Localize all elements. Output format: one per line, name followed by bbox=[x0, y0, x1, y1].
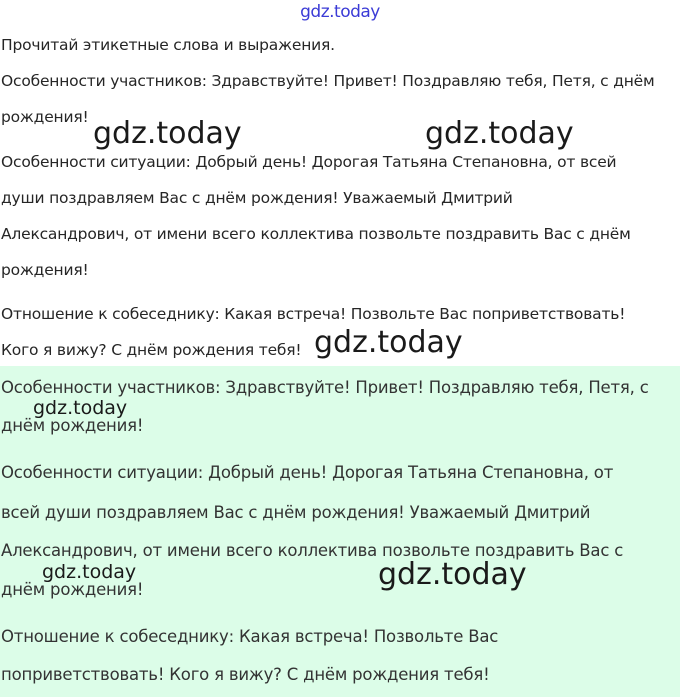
watermark: gdz.today bbox=[378, 557, 527, 592]
watermark: gdz.today bbox=[425, 116, 574, 151]
task-line: Отношение к собеседнику: Какая встреча! Позвольте Вас поприветствовать! bbox=[1, 305, 626, 323]
answer-line: поприветствовать! Кого я вижу? С днём рождения тебя! bbox=[1, 665, 490, 684]
answer-line: Александрович, от имени всего коллектива позвольте поздравить Вас с bbox=[1, 541, 624, 560]
watermark: gdz.today bbox=[33, 397, 128, 419]
answer-line: всей души поздравляем Вас с днём рождения! Уважаемый Дмитрий bbox=[1, 503, 591, 522]
answer-line: Особенности участников: Здравствуйте! Привет! Поздравляю тебя, Петя, с bbox=[1, 378, 649, 397]
task-line: души поздравляем Вас с днём рождения! Уважаемый Дмитрий bbox=[1, 189, 513, 207]
task-line: Особенности ситуации: Добрый день! Дорогая Татьяна Степановна, от всей bbox=[1, 153, 617, 171]
answer-line: Особенности ситуации: Добрый день! Дорогая Татьяна Степановна, от bbox=[1, 463, 614, 482]
task-line: Александрович, от имени всего коллектива позвольте поздравить Вас с днём bbox=[1, 225, 631, 243]
top-watermark: gdz.today bbox=[300, 2, 380, 22]
task-title: Прочитай этикетные слова и выражения. bbox=[1, 36, 335, 54]
answer-line: днём рождения! bbox=[1, 580, 144, 599]
answer-line: днём рождения! bbox=[1, 416, 144, 435]
task-line: Особенности участников: Здравствуйте! Привет! Поздравляю тебя, Петя, с днём bbox=[1, 72, 655, 90]
watermark: gdz.today bbox=[93, 116, 242, 151]
task-line: Кого я вижу? С днём рождения тебя! bbox=[1, 341, 302, 359]
answer-line: Отношение к собеседнику: Какая встреча! Позвольте Вас bbox=[1, 627, 499, 646]
watermark: gdz.today bbox=[314, 325, 463, 360]
task-line: рождения! bbox=[1, 108, 89, 126]
task-line: рождения! bbox=[1, 261, 89, 279]
watermark: gdz.today bbox=[42, 561, 137, 583]
